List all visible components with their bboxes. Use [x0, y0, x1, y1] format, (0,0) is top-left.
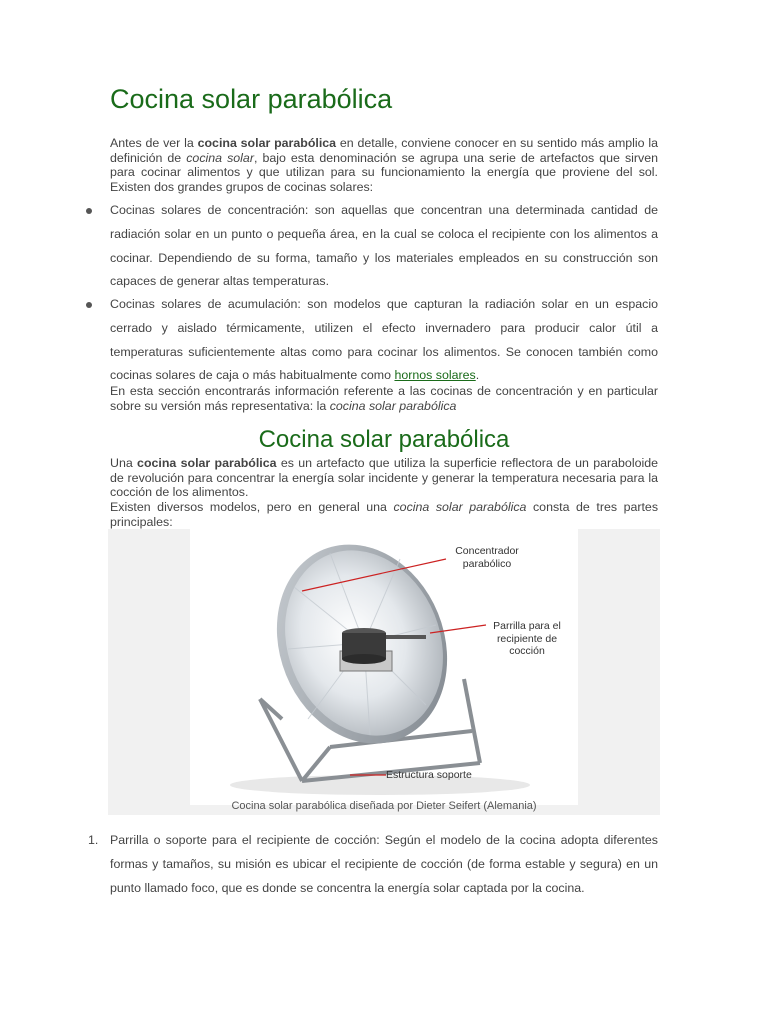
intro-paragraph — [110, 136, 658, 194]
definition-text: Una — [110, 456, 138, 470]
section-intro-text: En esta sección encontrarás información referente a las cocinas de concentración y en particular sobre su versión más representativa: la — [110, 384, 658, 413]
bullet-item-acumulacion — [110, 293, 658, 388]
intro-bold: cocina solar parabólica — [197, 136, 337, 150]
models-italic: cocina solar parabólica — [393, 500, 527, 514]
section-title: Cocina solar parabólica — [258, 426, 510, 453]
intro-text: en detalle, conviene conocer en su sentido más amplio la definición de — [110, 136, 659, 165]
models-paragraph — [110, 500, 658, 529]
solar-cooker-image — [190, 529, 578, 805]
definition-paragraph — [110, 456, 658, 500]
models-text: Existen diversos modelos, pero en general una — [110, 500, 394, 514]
section-intro-paragraph — [110, 384, 658, 413]
list-number: 1. — [88, 833, 99, 847]
bullet-icon — [86, 208, 92, 214]
intro-italic: cocina solar — [186, 150, 254, 165]
definition-text: es un artefacto que utiliza la superficie reflectora de un paraboloide de revolución para concentrar la energía solar incidente y generar la temperatura necesaria para la cocción de los alimentos. — [110, 456, 658, 500]
page-title: Cocina solar parabólica — [110, 84, 393, 114]
label-grill: Parrilla para el recipiente de cocción — [493, 620, 561, 657]
models-text: consta de tres partes principales: — [110, 500, 659, 529]
numbered-item-parrilla: Parrilla o soporte para el recipiente de cocción: Según el modelo de la cocina adopta diferentes formas y tamaños, su misión es ubicar el recipiente de cocción (de forma estable y segura) en un punto llamado foco, que es donde se concentra la energía solar captada por la cocina. — [110, 833, 658, 895]
intro-text: , bajo esta denominación se agrupa una serie de artefactos que sirven para cocinar alimentos y que utilizan para su funcionamiento la energía que proviene del sol. Existen dos grandes grupos de cocinas solares: — [110, 150, 658, 194]
figure-caption: Cocina solar parabólica diseñada por Dieter Seifert (Alemania) — [231, 800, 537, 812]
bullet-text: . — [475, 368, 480, 383]
parabolic-cooker-drawing — [190, 529, 578, 805]
figure — [108, 529, 660, 815]
label-concentrator: Concentrador parabólico — [455, 545, 519, 570]
label-support: Estructura soporte — [386, 769, 472, 781]
bullet-item-concentracion: Cocinas solares de concentración: son aquellas que concentran una determinada cantidad de radiación solar en un punto o pequeña área, en la cual se coloca el recipiente con los alimentos a cocinar. Dependiendo de su forma, tamaño y los materiales empleados en su construcción son capaces de generar altas temperaturas. — [110, 203, 658, 289]
bullet-text: Cocinas solares de acumulación: son modelos que capturan la radiación solar en un espacio cerrado y aislado térmicamente, utilizen el efecto invernadero para producir calor útil a temperaturas suficientemente altas como para cocinar los alimentos. Se conocen también como cocinas solares de caja o más habitualmente como — [110, 297, 658, 383]
definition-bold: cocina solar parabólica — [137, 456, 277, 470]
intro-text: Antes de ver la — [110, 136, 198, 150]
hornos-solares-link[interactable]: hornos solares — [394, 368, 476, 383]
section-intro-italic: cocina solar parabólica — [329, 398, 457, 413]
bullet-icon — [86, 302, 92, 308]
